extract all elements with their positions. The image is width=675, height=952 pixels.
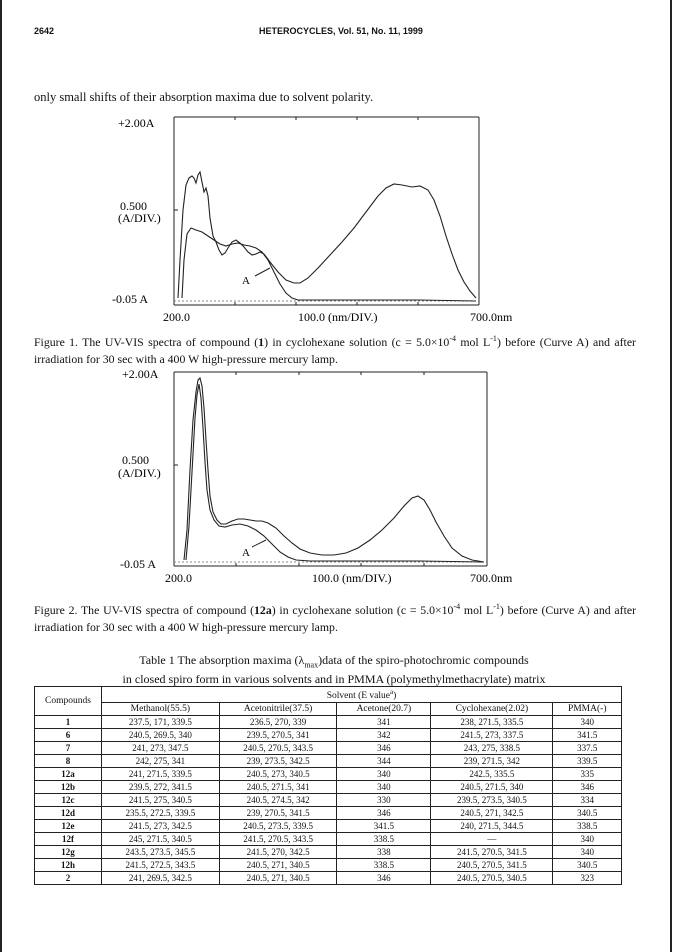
value-cell: 346	[337, 742, 431, 755]
figure1-y-top-label: +2.00A	[118, 116, 155, 130]
value-cell: 341.5	[337, 820, 431, 833]
figure1-x-right-label: 700.0nm	[470, 310, 513, 324]
value-cell: 340.5	[553, 859, 622, 872]
value-cell: 338.5	[553, 820, 622, 833]
value-cell: 239.5, 273.5, 340.5	[431, 794, 553, 807]
value-cell: 240.5, 269.5, 340	[102, 729, 220, 742]
value-cell: 243, 275, 338.5	[431, 742, 553, 755]
figure1-caption-suffix: ) before (Curve A) and after irradiation for 30 sec with a 400 W high-pressure mercury lamp.	[34, 334, 636, 366]
table-row	[35, 794, 622, 807]
value-cell: 335	[553, 768, 622, 781]
table-title-post: )data of the spiro-photochromic compounds	[318, 653, 529, 667]
value-cell: 339.5	[553, 755, 622, 768]
figure1-caption	[34, 330, 636, 368]
value-cell: 239, 270.5, 341.5	[219, 807, 337, 820]
figure2-a-arrow	[252, 540, 266, 547]
table-row	[35, 820, 622, 833]
compound-cell: 7	[35, 742, 102, 755]
value-cell: 238, 271.5, 335.5	[431, 716, 553, 729]
table-row	[35, 807, 622, 820]
figure2-y-unit-label: (A/DIV.)	[118, 466, 161, 480]
value-cell: 240.5, 273.5, 339.5	[219, 820, 337, 833]
table-title-line2: in closed spiro form in various solvents and in PMMA (polymethylmethacrylate) matrix	[122, 672, 546, 687]
value-cell: 340	[337, 781, 431, 794]
figure2-y-mid-label: 0.500	[122, 453, 149, 467]
value-cell: 344	[337, 755, 431, 768]
figure1-caption-mid: ) in cyclohexane solution (c = 5.0×10	[264, 334, 450, 349]
figure2-caption-unit-exp: -1	[493, 602, 500, 611]
absorption-table	[34, 686, 622, 885]
compound-cell: 12d	[35, 807, 102, 820]
value-cell: 346	[337, 872, 431, 885]
value-cell: 240.5, 271, 342.5	[431, 807, 553, 820]
value-cell: 241.5, 270, 342.5	[219, 846, 337, 859]
figure2-axes	[174, 372, 487, 566]
figure1-curve-a	[182, 228, 476, 301]
value-cell: 340	[553, 716, 622, 729]
figure1-x-mid-label: 100.0 (nm/DIV.)	[298, 310, 378, 324]
table-row	[35, 729, 622, 742]
table-title-line1	[34, 653, 634, 672]
value-cell: 338.5	[337, 833, 431, 846]
value-cell: 338.5	[337, 859, 431, 872]
page-border-left	[0, 0, 2, 952]
figure1-y-unit-label: (A/DIV.)	[118, 211, 161, 225]
compound-cell: 2	[35, 872, 102, 885]
table-title-pre: Table 1 The absorption maxima (λ	[139, 653, 305, 667]
column-header: Acetonitrile(37.5)	[219, 703, 337, 716]
intro-text: only small shifts of their absorption maxima due to solvent polarity.	[34, 90, 374, 104]
table-row	[35, 846, 622, 859]
figure1-x-left-label: 200.0	[163, 310, 190, 324]
table-header-row	[35, 687, 622, 703]
figure1-ticks	[174, 117, 418, 305]
page-border-right	[670, 0, 672, 952]
compound-cell: 6	[35, 729, 102, 742]
table-row	[35, 742, 622, 755]
value-cell: 240.5, 270.5, 341.5	[431, 859, 553, 872]
figure1-caption-compound: 1	[258, 334, 265, 349]
table-row	[35, 781, 622, 794]
table-row	[35, 872, 622, 885]
solvent-header-sup: a	[390, 688, 394, 696]
figure1-a-arrow	[255, 268, 270, 276]
value-cell: 340	[553, 846, 622, 859]
page-header	[34, 26, 634, 42]
figure2-caption	[34, 598, 636, 636]
value-cell: 338	[337, 846, 431, 859]
table-title	[34, 653, 634, 687]
table-row	[35, 859, 622, 872]
value-cell: 323	[553, 872, 622, 885]
figure1-curve-after	[178, 172, 476, 298]
table-row	[35, 833, 622, 846]
figure2-x-left-label: 200.0	[165, 571, 192, 585]
compound-cell: 12c	[35, 794, 102, 807]
figure1-caption-prefix: Figure 1. The UV-VIS spectra of compound (	[34, 334, 259, 349]
figure1-caption-unit-exp: -1	[490, 334, 497, 343]
value-cell: 240.5, 271, 340.5	[219, 872, 337, 885]
table-row	[35, 755, 622, 768]
figure2-y-bottom-label: -0.05 A	[120, 557, 156, 571]
value-cell: 239, 271.5, 342	[431, 755, 553, 768]
page-number: 2642	[34, 26, 55, 36]
value-cell: 240.5, 271.5, 340	[431, 781, 553, 794]
compound-cell: 8	[35, 755, 102, 768]
value-cell: 240.5, 271, 340.5	[219, 859, 337, 872]
figure1-y-bottom-label: -0.05 A	[112, 292, 148, 306]
figure2-curve-a	[186, 384, 484, 562]
value-cell: 235.5, 272.5, 339.5	[102, 807, 220, 820]
table-body	[35, 716, 622, 885]
column-header: PMMA(-)	[553, 703, 622, 716]
value-cell: —	[431, 833, 553, 846]
column-header: Acetone(20.7)	[337, 703, 431, 716]
value-cell: 241.5, 272.5, 343.5	[102, 859, 220, 872]
value-cell: 240.5, 273, 340.5	[219, 768, 337, 781]
figure2-caption-mid: ) in cyclohexane solution (c = 5.0×10	[271, 602, 454, 617]
figure2-curve-after	[184, 378, 484, 562]
table-title-sub: max	[304, 660, 319, 670]
value-cell: 241, 273, 347.5	[102, 742, 220, 755]
value-cell: 240.5, 270.5, 343.5	[219, 742, 337, 755]
value-cell: 241.5, 270.5, 343.5	[219, 833, 337, 846]
value-cell: 346	[337, 807, 431, 820]
value-cell: 340.5	[553, 807, 622, 820]
value-cell: 341.5	[553, 729, 622, 742]
value-cell: 241.5, 270.5, 341.5	[431, 846, 553, 859]
figure2-x-mid-label: 100.0 (nm/DIV.)	[312, 571, 392, 585]
figure1-y-mid-label: 0.500	[120, 199, 147, 213]
figure2-ticks	[174, 372, 424, 566]
value-cell: 236.5, 270, 339	[219, 716, 337, 729]
value-cell: 241.5, 273, 342.5	[102, 820, 220, 833]
figure1-caption-unit: mol L	[455, 334, 491, 349]
solvent-header	[102, 687, 622, 703]
value-cell: 341	[337, 716, 431, 729]
figure1-caption-exp: -4	[449, 334, 456, 343]
value-cell: 241, 271.5, 339.5	[102, 768, 220, 781]
value-cell: 242.5, 335.5	[431, 768, 553, 781]
value-cell: 240, 271.5, 344.5	[431, 820, 553, 833]
table-row	[35, 716, 622, 729]
compound-cell: 12f	[35, 833, 102, 846]
value-cell: 242, 275, 341	[102, 755, 220, 768]
figure2-caption-exp: -4	[453, 602, 461, 611]
value-cell: 239.5, 270.5, 341	[219, 729, 337, 742]
value-cell: 346	[553, 781, 622, 794]
value-cell: 245, 271.5, 340.5	[102, 833, 220, 846]
value-cell: 342	[337, 729, 431, 742]
figure2-caption-suffix: ) before (Curve A) and after irradiation for 30 sec with a 400 W high-pressure mercury lamp.	[34, 602, 637, 634]
value-cell: 240.5, 270.5, 340.5	[431, 872, 553, 885]
value-cell: 241.5, 273, 337.5	[431, 729, 553, 742]
solvent-header-close: )	[393, 691, 397, 702]
compound-cell: 12b	[35, 781, 102, 794]
solvent-header-text: Solvent (E value	[326, 691, 391, 702]
column-header: Methanol(55.5)	[102, 703, 220, 716]
figure2-caption-unit: mol L	[460, 602, 494, 617]
figure1-curve-label: A	[242, 275, 250, 287]
figure2-y-top-label: +2.00A	[122, 367, 159, 381]
compound-cell: 12h	[35, 859, 102, 872]
value-cell: 239.5, 272, 341.5	[102, 781, 220, 794]
value-cell: 334	[553, 794, 622, 807]
figure2-curve-label: A	[242, 547, 250, 559]
value-cell: 240.5, 274.5, 342	[219, 794, 337, 807]
compound-cell: 1	[35, 716, 102, 729]
value-cell: 243.5, 273.5, 345.5	[102, 846, 220, 859]
compound-cell: 12e	[35, 820, 102, 833]
value-cell: 241, 269.5, 342.5	[102, 872, 220, 885]
figure1-axes	[174, 117, 479, 305]
value-cell: 240.5, 271.5, 341	[219, 781, 337, 794]
running-head: HETEROCYCLES, Vol. 51, No. 11, 1999	[259, 26, 423, 36]
compounds-header: Compounds	[35, 687, 102, 716]
compound-cell: 12a	[35, 768, 102, 781]
column-header: Cyclohexane(2.02)	[431, 703, 553, 716]
value-cell: 237.5, 171, 339.5	[102, 716, 220, 729]
figure2-caption-compound: 12a	[254, 602, 272, 617]
value-cell: 330	[337, 794, 431, 807]
value-cell: 340	[553, 833, 622, 846]
table-row	[35, 768, 622, 781]
value-cell: 340	[337, 768, 431, 781]
value-cell: 241.5, 275, 340.5	[102, 794, 220, 807]
compound-cell: 12g	[35, 846, 102, 859]
figure2-x-right-label: 700.0nm	[470, 571, 513, 585]
table-column-row	[35, 703, 622, 716]
figure2-caption-prefix: Figure 2. The UV-VIS spectra of compound (	[34, 602, 255, 617]
value-cell: 337.5	[553, 742, 622, 755]
value-cell: 239, 273.5, 342.5	[219, 755, 337, 768]
